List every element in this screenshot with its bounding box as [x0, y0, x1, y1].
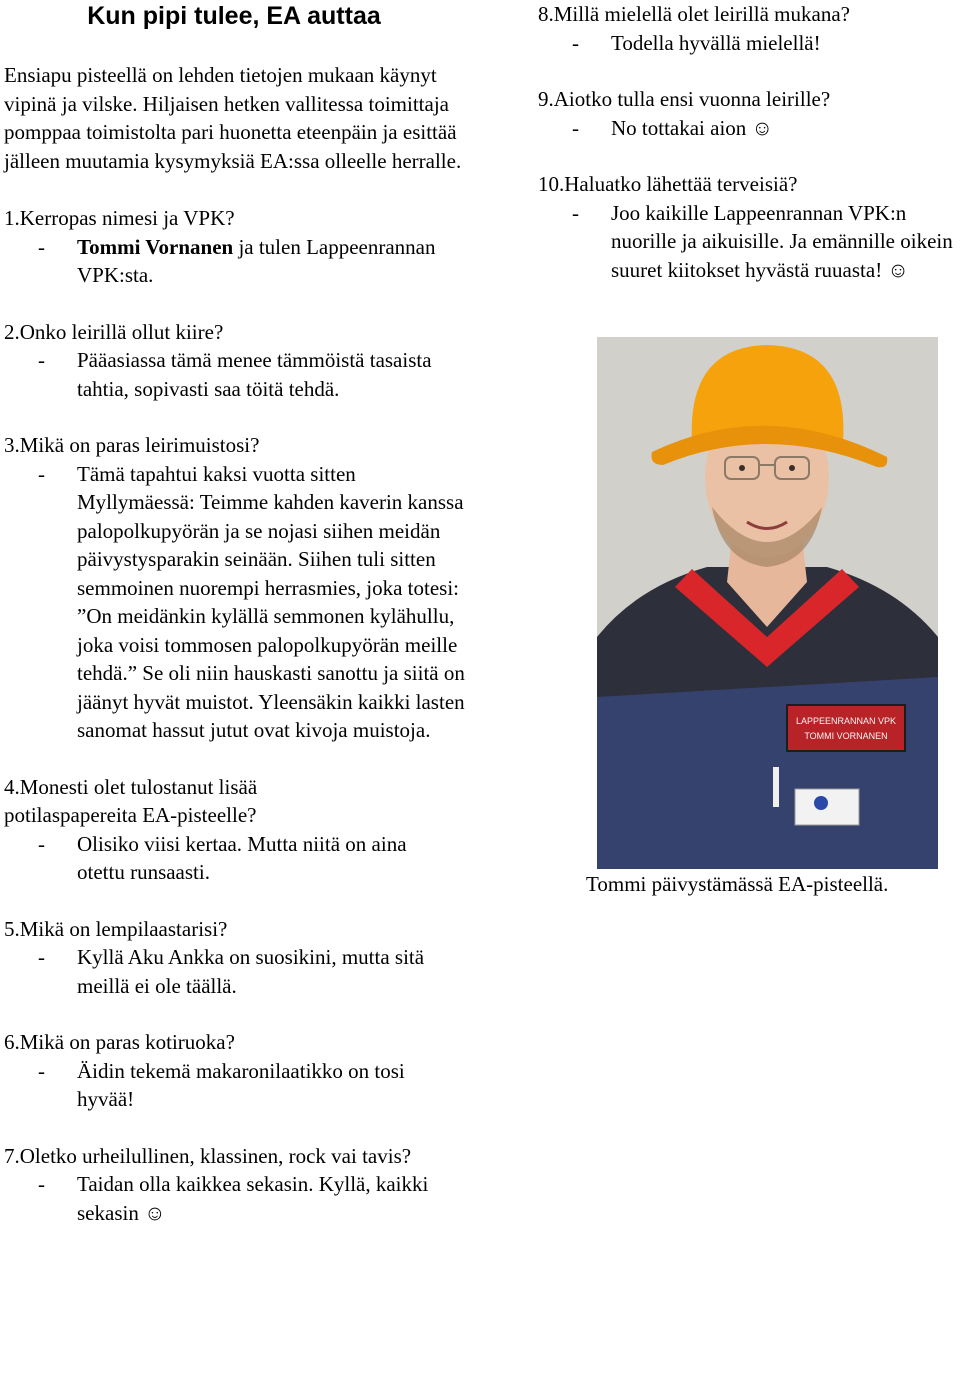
qa-item-1 [4, 204, 494, 290]
qa-item-5 [4, 915, 494, 1001]
question-2: 2.Onko leirillä ollut kiire? [4, 319, 224, 344]
pen [773, 767, 779, 807]
answer-5: - Kyllä Aku Ankka on suosikini, mutta sitä meillä ei ole täällä. [38, 945, 425, 998]
left-column [4, 0, 494, 1227]
interviewee-photo [597, 337, 938, 869]
patch-line-1: LAPPEENRANNAN VPK [795, 716, 897, 726]
question-4: 4.Monesti olet tulostanut lisää potilaspapereita EA-pisteelle? [4, 774, 258, 827]
qa-item-9 [538, 85, 958, 142]
answer-1: - Tommi Vornanen ja tulen Lappeenrannan VPK:sta. [38, 234, 436, 287]
answer-10: - Joo kaikille Lappeenrannan VPK:n nuorille ja aikuisille. Ja emännille oikein suuret kiitokset hyvästä ruuasta! ☺ [572, 200, 953, 282]
question-3: 3.Mikä on paras leirimuistosi? [4, 433, 260, 457]
answer-9: - No tottakai aion ☺ [572, 115, 773, 140]
qa-item-4 [4, 773, 494, 887]
question-8: 8.Millä mielellä olet leirillä mukana? [538, 2, 850, 26]
article-heading: Kun pipi tulee, EA auttaa [87, 2, 381, 30]
question-9: 9.Aiotko tulla ensi vuonna leirille? [538, 87, 831, 111]
qa-item-6 [4, 1028, 494, 1114]
intro-paragraph: Ensiapu pisteellä on lehden tietojen mukaan käynyt vipinä ja vilske. Hiljaisen hetken vallitessa toimittaja pomppaa toimistolta pari huonetta eteenpäin ja esittää jälleen muutamia kysymyksiä EA:ssa olleelle herralle. [4, 63, 462, 173]
answer-8: - Todella hyvällä mielellä! [572, 30, 821, 55]
answer-7: - Taidan olla kaikkea sekasin. Kyllä, kaikki sekasin ☺ [38, 1172, 429, 1225]
right-column [538, 0, 958, 284]
portrait-illustration [597, 337, 938, 869]
id-badge-logo [814, 796, 828, 810]
question-10: 10.Haluatko lähettää terveisiä? [538, 172, 798, 196]
id-badge [795, 789, 859, 825]
question-6: 6.Mikä on paras kotiruoka? [4, 1030, 235, 1054]
interviewee-name: Tommi Vornanen [77, 234, 234, 259]
answer-2: - Pääasiassa tämä menee tämmöistä tasaista tahtia, sopivasti saa töitä tehdä. [38, 348, 432, 401]
patch-line-2: TOMMI VORNANEN [804, 731, 888, 741]
question-1: 1.Kerropas nimesi ja VPK? [4, 206, 235, 230]
question-7: 7.Oletko urheilullinen, klassinen, rock vai tavis? [4, 1143, 412, 1168]
answer-4: - Olisiko viisi kertaa. Mutta niitä on aina otettu runsaasti. [38, 831, 407, 884]
photo-caption: Tommi päivystämässä EA-pisteellä. [586, 872, 889, 896]
qa-item-2 [4, 318, 494, 404]
qa-item-10 [538, 170, 958, 284]
answer-6: - Äidin tekemä makaronilaatikko on tosi hyvää! [38, 1058, 405, 1111]
answer-3: - Tämä tapahtui kaksi vuotta sitten Myllymäessä: Teimme kahden kaverin kanssa palopolkupyörän ja se nojasi siihen meidän päivystysparakin seinään. Siihen tuli sitten semmoinen nuorempi herrasmies, joka totesi: ”On meidänkin kylällä semmonen kylähullu, joka voisi tommosen palopolkupyörän meille tehdä.” Se oli niin hauskasti sanottu ja siitä on jäänyt hyvät muistot. Yleensäkin kaikki lasten sanomat hassut jutut ovat kivoja muistoja. [38, 461, 465, 742]
qa-item-7 [4, 1142, 494, 1228]
right-eye [789, 465, 795, 471]
qa-item-3 [4, 431, 494, 745]
qa-item-8 [538, 0, 958, 57]
question-5: 5.Mikä on lempilaastarisi? [4, 916, 228, 941]
left-eye [739, 465, 745, 471]
name-patch [787, 705, 905, 751]
